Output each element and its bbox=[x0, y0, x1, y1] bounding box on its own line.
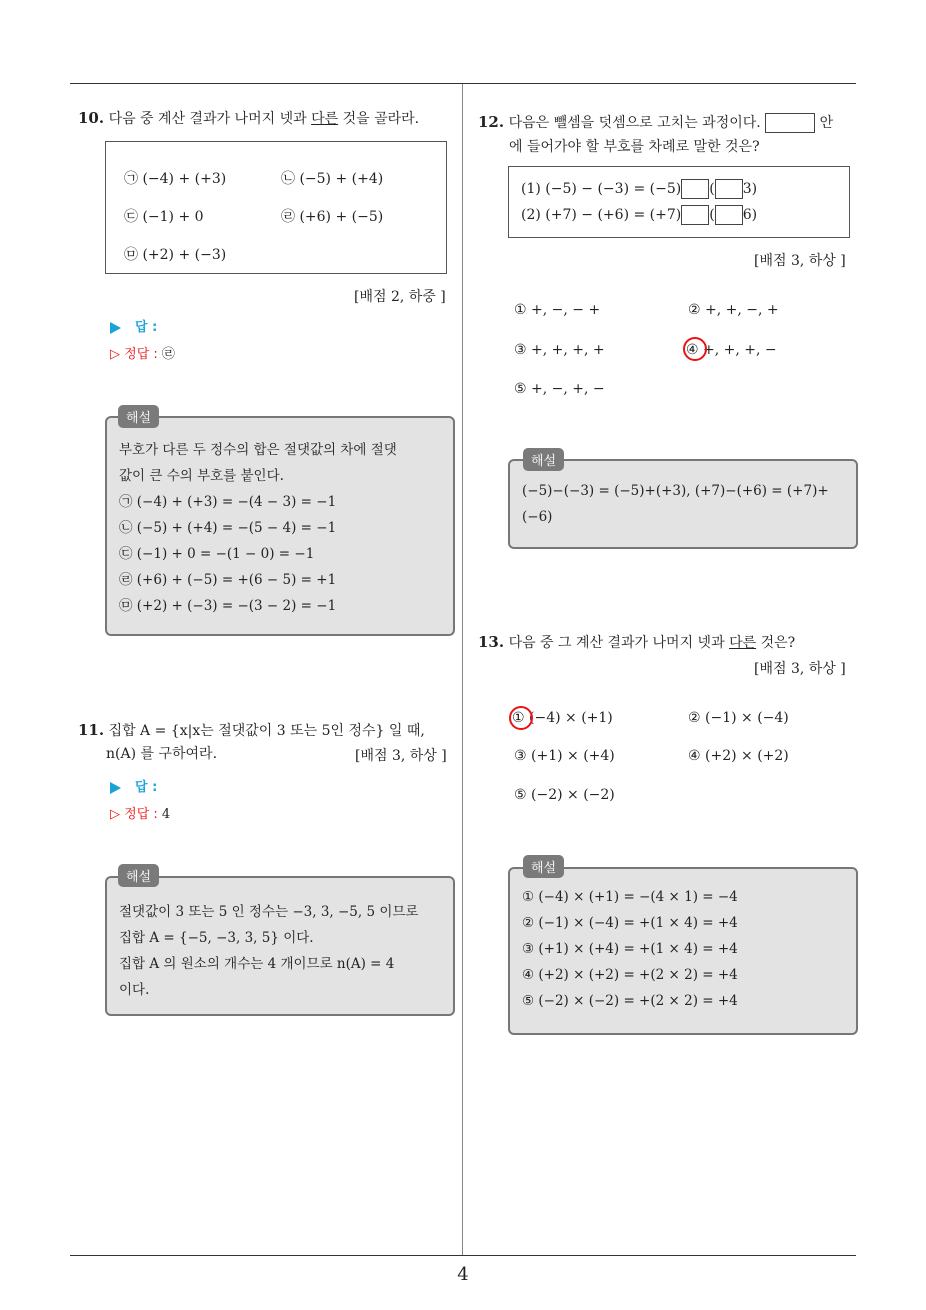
option-2: ㉡ (−5) + (+4) bbox=[281, 171, 384, 187]
option-3: ㉢ (−1) + 0 bbox=[124, 209, 204, 225]
play-icon bbox=[110, 322, 121, 334]
score-label: [배점 3, 하상 ] bbox=[355, 748, 447, 764]
question-11-stem: 11. 집합 A = {x|x는 절댓값이 3 또는 5인 정수} 일 때, bbox=[78, 721, 425, 739]
option-1: ㉠ (−4) + (+3) bbox=[124, 171, 227, 187]
selected-mark-icon bbox=[683, 337, 707, 361]
choice-3[interactable]: ③ (+1) × (+4) bbox=[514, 748, 615, 764]
answer-field[interactable]: 답 : bbox=[110, 776, 157, 795]
choice-2[interactable]: ② +, +, −, + bbox=[688, 302, 779, 318]
solution-box: (−5)−(−3) = (−5)+(+3), (+7)−(+6) = (+7)+ (−6) bbox=[508, 459, 858, 549]
choice-1[interactable]: ① +, −, − + bbox=[514, 302, 601, 318]
question-13-stem: 13. 다음 중 그 계산 결과가 나머지 넷과 다른 것은? bbox=[478, 633, 796, 651]
score-label: [배점 2, 하중 ] bbox=[354, 289, 446, 305]
blank-box bbox=[715, 179, 743, 199]
blank-box bbox=[765, 113, 815, 133]
option-5: ㉤ (+2) + (−3) bbox=[124, 247, 227, 263]
question-12-stem: 12. 다음은 뺄셈을 덧셈으로 고치는 과정이다. 안 bbox=[478, 113, 834, 131]
expression-1: (1) (−5) − (−3) = (−5) ( 3) bbox=[521, 181, 758, 197]
question-12-expression-box bbox=[508, 166, 850, 238]
solution-box: ① (−4) × (+1) = −(4 × 1) = −4 ② (−1) × (−4) = +(1 × 4) = +4 ③ (+1) × (+4) = +(1 × 4) = +4 ④ (+2) × (+2) = +(2 × 2) = +4 ⑤ (−2) × (−2) = +(2 × 2) = +4 bbox=[508, 867, 858, 1035]
solution-tag: 해설 bbox=[523, 448, 564, 471]
solution-box: 절댓값이 3 또는 5 인 정수는 −3, 3, −5, 5 이므로 집합 A = {−5, −3, 3, 5} 이다. 집합 A 의 원소의 개수는 4 개이므로 n(A) = 4 이다. bbox=[105, 876, 455, 1016]
answer-field[interactable]: 답 : bbox=[110, 316, 157, 335]
score-label: [배점 3, 하상 ] bbox=[754, 253, 846, 269]
solution-tag: 해설 bbox=[118, 864, 159, 887]
question-11-stem-line2: n(A) 를 구하여라. bbox=[106, 746, 218, 762]
choice-3[interactable]: ③ +, +, +, + bbox=[514, 342, 605, 358]
blank-box bbox=[715, 205, 743, 225]
selected-mark-icon bbox=[509, 706, 533, 730]
question-10-stem: 10. 다음 중 계산 결과가 나머지 넷과 다른 것을 골라라. bbox=[78, 109, 420, 127]
choice-1[interactable]: ① (−4) × (+1) bbox=[512, 710, 613, 726]
expression-2: (2) (+7) − (+6) = (+7) ( 6) bbox=[521, 207, 758, 223]
top-rule bbox=[70, 83, 856, 84]
choice-4[interactable]: ④ (+2) × (+2) bbox=[688, 748, 789, 764]
question-10-options-box bbox=[105, 141, 447, 274]
solution-tag: 해설 bbox=[523, 855, 564, 878]
bottom-rule bbox=[70, 1255, 856, 1256]
score-label: [배점 3, 하상 ] bbox=[754, 661, 846, 677]
page-number: 4 bbox=[457, 1264, 469, 1285]
choice-4[interactable]: ④ +, +, +, − bbox=[686, 342, 777, 358]
blank-box bbox=[681, 205, 709, 225]
option-4: ㉣ (+6) + (−5) bbox=[281, 209, 384, 225]
solution-box: 부호가 다른 두 정수의 합은 절댓값의 차에 절댓 값이 큰 수의 부호를 붙인다. ㉠ (−4) + (+3) = −(4 − 3) = −1 ㉡ (−5) + (+4) = −(5 − 4) = −1 ㉢ (−1) + 0 = −(1 − 0) = −1 ㉣ (+6) + (−5) = +(6 − 5) = +1 ㉤ (+2) + (−3) = −(3 − 2) = −1 bbox=[105, 416, 455, 636]
play-icon bbox=[110, 782, 121, 794]
correct-answer: ▷ 정답 : 4 bbox=[110, 807, 171, 822]
blank-box bbox=[681, 179, 709, 199]
choice-5[interactable]: ⑤ (−2) × (−2) bbox=[514, 787, 615, 803]
column-divider bbox=[462, 84, 463, 1256]
choice-5[interactable]: ⑤ +, −, +, − bbox=[514, 381, 605, 397]
correct-answer: ▷ 정답 : ㉣ bbox=[110, 347, 175, 362]
question-number: 10. bbox=[78, 109, 105, 127]
choice-2[interactable]: ② (−1) × (−4) bbox=[688, 710, 789, 726]
question-12-stem-line2: 에 들어가야 할 부호를 차례로 말한 것은? bbox=[509, 139, 760, 155]
solution-tag: 해설 bbox=[118, 405, 159, 428]
